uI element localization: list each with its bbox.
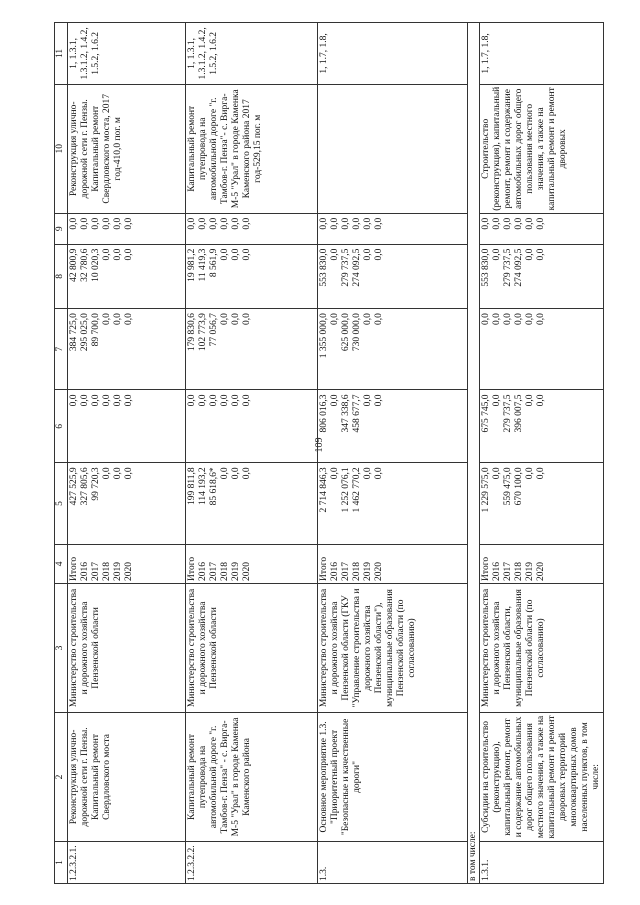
- table-body: [68, 23, 604, 884]
- year-list-value: 2019: [525, 561, 535, 581]
- local-funding-value: 274 092,5: [514, 248, 524, 287]
- local-funding-value: 0,0: [113, 248, 123, 261]
- row-executor: Министерство строительства и дорожного хозяйства Пензенской области (ГКУ "Управление строительства и дорожного хозяйства Пензенской области"), муниципальные образования Пензенской области (по согласованию): [318, 583, 468, 712]
- local-funding-value: 274 092,5: [352, 248, 362, 287]
- header-cell: 11: [55, 23, 68, 85]
- regional-funding-value: 0,0: [220, 313, 230, 325]
- regional-funding-value: 179 830,6: [187, 313, 197, 352]
- year-list-value: 2017: [341, 561, 351, 581]
- year-list-value: Итого: [69, 556, 79, 581]
- year-list-value: 2020: [536, 561, 546, 581]
- total-funding-value: 0,0: [492, 467, 502, 480]
- total-funding-value: 0,0: [220, 467, 230, 480]
- local-funding-value: 553 830,0: [481, 248, 491, 287]
- local-funding-value: 0,0: [525, 248, 535, 261]
- regional-funding-value: 0,0: [481, 313, 491, 325]
- federal-funding: [480, 390, 604, 463]
- total-funding-value: 99 720,3: [91, 467, 101, 501]
- other-funding-value: 0,0: [341, 217, 351, 230]
- other-funding-value: 0,0: [492, 217, 502, 230]
- header-cell: 1: [55, 841, 68, 883]
- row-executor: Министерство строительства и дорожного хозяйства Пензенской области: [186, 583, 318, 712]
- total-funding-value: 1 252 076,1: [341, 467, 351, 513]
- row-name: Капитальный ремонт путепровода на автомобильной дороге "г. Тамбов-г. Пенза" - с. Вирга-М-5 "Урал" в городе Каменка Каменского района: [186, 712, 318, 841]
- other-funding-value: 0,0: [198, 217, 208, 230]
- regional-funding-value: 0,0: [374, 313, 384, 325]
- year-list-value: 2017: [503, 561, 513, 581]
- local-funding-value: 0,0: [363, 248, 373, 261]
- total-funding-value: 0,0: [374, 467, 384, 480]
- federal-funding-value: 0,0: [220, 394, 230, 407]
- other-funding: [68, 213, 186, 244]
- local-funding-value: 0,0: [220, 248, 230, 261]
- table-row: [480, 23, 604, 884]
- regional-funding-value: 384 725,0: [69, 313, 79, 352]
- row-executor: Министерство строительства и дорожного хозяйства Пензенской области: [68, 583, 186, 712]
- federal-funding-value: 0,0: [80, 394, 90, 407]
- year-list-value: 2020: [242, 561, 252, 581]
- total-funding-value: 0,0: [102, 467, 112, 480]
- local-funding-value: 32 780,6: [80, 248, 90, 282]
- header-cell: 4: [55, 544, 68, 583]
- local-funding-value: 8 561,9: [209, 248, 219, 278]
- federal-funding-value: 0,0: [124, 394, 134, 407]
- total-funding-value: 0,0: [124, 467, 134, 480]
- federal-funding-value: 0,0: [492, 394, 502, 407]
- local-funding-value: 42 800,9: [69, 248, 79, 282]
- regional-funding-value: 0,0: [503, 313, 513, 325]
- regional-funding: [68, 309, 186, 390]
- regional-funding-value: 0,0: [113, 313, 123, 325]
- total-funding-value: 427 525,9: [69, 467, 79, 506]
- local-funding-value: 0,0: [536, 248, 546, 261]
- year-list-value: 2016: [80, 561, 90, 581]
- local-funding-value: 553 830,0: [319, 248, 329, 287]
- other-funding-value: 0,0: [536, 217, 546, 230]
- other-funding-value: 0,0: [113, 217, 123, 230]
- regional-funding-value: 0,0: [363, 313, 373, 325]
- total-funding-value: 0,0: [536, 467, 546, 480]
- regional-funding-value: 0,0: [124, 313, 134, 325]
- year-list: [186, 544, 318, 583]
- regional-funding-value: 625 000,0: [341, 313, 351, 352]
- federal-funding: [186, 390, 318, 463]
- year-list-value: 2016: [492, 561, 502, 581]
- row-name: Основное мероприятие 1.3. "Приоритетный проект "Безопасные и качественные дороги": [318, 712, 468, 841]
- total-funding-value: 0,0: [330, 467, 340, 480]
- local-funding-value: 0,0: [242, 248, 252, 261]
- row-result: Строительство (реконструкция), капитальный ремонт, ремонт и содержание автомобильных дорог общего пользования местного значения, а также на капитальный ремонт и ремонт дворовых: [480, 84, 604, 213]
- total-funding-value: 0,0: [363, 467, 373, 480]
- total-funding-value: 559 475,0: [503, 467, 513, 506]
- other-funding-value: 0,0: [209, 217, 219, 230]
- other-funding-value: 0,0: [124, 217, 134, 230]
- regional-funding: [480, 309, 604, 390]
- total-funding-value: 0,0: [242, 467, 252, 480]
- other-funding-value: 0,0: [231, 217, 241, 230]
- total-funding: [318, 463, 468, 544]
- federal-funding-value: 279 737,5: [503, 394, 513, 433]
- table-row: [68, 23, 186, 884]
- local-funding: [318, 244, 468, 309]
- year-list: [480, 544, 604, 583]
- regional-funding-value: 730 000,0: [352, 313, 362, 352]
- other-funding-value: 0,0: [330, 217, 340, 230]
- table-row: [318, 23, 468, 884]
- row-indicators: 1, 1.3.1, 1.3.1.2, 1.4.2, 1.5.2, 1.6.2: [186, 23, 318, 85]
- total-funding-value: 0,0: [231, 467, 241, 480]
- federal-funding-value: 458 677,7: [352, 394, 362, 433]
- regional-funding: [318, 309, 468, 390]
- federal-funding-value: 0,0: [113, 394, 123, 407]
- regional-funding-value: 0,0: [330, 313, 340, 325]
- federal-funding-value: 396 007,5: [514, 394, 524, 433]
- year-list-value: 2019: [363, 561, 373, 581]
- federal-funding-value: 0,0: [102, 394, 112, 407]
- row-executor: Министерство строительства и дорожного хозяйства Пензенской области, муниципальные образования Пензенской области (по согласованию): [480, 583, 604, 712]
- total-funding: [186, 463, 318, 544]
- total-funding: [68, 463, 186, 544]
- year-list-value: Итого: [187, 556, 197, 581]
- other-funding-value: 0,0: [187, 217, 197, 230]
- federal-funding-value: 0,0: [363, 394, 373, 407]
- year-list-value: 2019: [231, 561, 241, 581]
- year-list: [318, 544, 468, 583]
- local-funding-value: 11 419,3: [198, 248, 208, 282]
- row-name: Субсидии на строительство (реконструкцию), капитальный ремонт, ремонт и содержание автомобильных дорог общего пользования местного значения, а также на капитальный ремонт и ремонт дворовых территорий многоквартирных домов населенных пунктов, в том числе:: [480, 712, 604, 841]
- other-funding-value: 0,0: [503, 217, 513, 230]
- federal-funding-value: 0,0: [330, 394, 340, 407]
- header-cell: 9: [55, 213, 68, 244]
- federal-funding-value: 0,0: [242, 394, 252, 407]
- year-list-value: 2018: [514, 561, 524, 581]
- total-funding-value: 114 193,2: [198, 467, 208, 506]
- program-table: [54, 22, 604, 884]
- row-result: [318, 84, 468, 213]
- local-funding-value: 279 737,5: [341, 248, 351, 287]
- other-funding-value: 0,0: [102, 217, 112, 230]
- total-funding: [480, 463, 604, 544]
- regional-funding-value: 0,0: [242, 313, 252, 325]
- header-cell: 8: [55, 244, 68, 309]
- local-funding-value: 0,0: [102, 248, 112, 261]
- row-name: Реконструкция улично-дорожной сети г. Пензы. Капитальный ремонт Свердловского моста: [68, 712, 186, 841]
- header-cell: 6: [55, 390, 68, 463]
- total-funding-value: 0,0: [525, 467, 535, 480]
- local-funding: [186, 244, 318, 309]
- other-funding-value: 0,0: [319, 217, 329, 230]
- federal-funding-value: 0,0: [536, 394, 546, 407]
- total-funding-value: 670 100,0: [514, 467, 524, 506]
- separator-row: [468, 23, 480, 884]
- federal-funding-value: 0,0: [69, 394, 79, 407]
- regional-funding-value: 1 355 000,0: [319, 313, 329, 359]
- regional-funding-value: 0,0: [514, 313, 524, 325]
- other-funding-value: 0,0: [242, 217, 252, 230]
- header-cell: 3: [55, 583, 68, 712]
- local-funding-value: 279 737,5: [503, 248, 513, 287]
- row-code: 1.3.: [318, 841, 468, 883]
- other-funding-value: 0,0: [374, 217, 384, 230]
- federal-funding-value: 347 338,6: [341, 394, 351, 433]
- federal-funding-value: 0,0: [209, 394, 219, 407]
- federal-funding-value: 675 745,0: [481, 394, 491, 433]
- year-list-value: 2020: [124, 561, 134, 581]
- other-funding-value: 0,0: [481, 217, 491, 230]
- federal-funding-value: 0,0: [187, 394, 197, 407]
- year-list-value: Итого: [481, 556, 491, 581]
- row-code: 1.3.1.: [480, 841, 604, 883]
- header-row: [55, 23, 68, 884]
- federal-funding: [68, 390, 186, 463]
- local-funding: [68, 244, 186, 309]
- year-list-value: 2016: [330, 561, 340, 581]
- federal-funding-value: 0,0: [525, 394, 535, 407]
- federal-funding-value: 0,0: [231, 394, 241, 407]
- header-cell: 2: [55, 712, 68, 841]
- regional-funding-value: 295 025,0: [80, 313, 90, 352]
- regional-funding-value: 0,0: [525, 313, 535, 325]
- total-funding-value: 0,0: [113, 467, 123, 480]
- federal-funding-value: 0,0: [91, 394, 101, 407]
- local-funding-value: 0,0: [330, 248, 340, 261]
- other-funding-value: 0,0: [220, 217, 230, 230]
- federal-funding-value: 0,0: [374, 394, 384, 407]
- local-funding-value: 0,0: [231, 248, 241, 261]
- header-cell: 7: [55, 309, 68, 390]
- year-list-value: 2020: [374, 561, 384, 581]
- row-code: 1.2.3.2.2.: [186, 841, 318, 883]
- year-list-value: 2019: [113, 561, 123, 581]
- table-row: [186, 23, 318, 884]
- row-result: Капитальный ремонт путепровода на автомобильной дороге "г. Тамбов-г. Пенза"- с. Вирга-М-5 "Урал" в городе Каменка Каменского района 2017 год-529,15 пог. м: [186, 84, 318, 213]
- regional-funding-value: 0,0: [492, 313, 502, 325]
- row-result: Реконструкция улично-дорожной сети г. Пензы. Капитальный ремонт Свердловского моста, 2017 год-410,0 пог. м: [68, 84, 186, 213]
- other-funding-value: 0,0: [514, 217, 524, 230]
- year-list-value: 2017: [91, 561, 101, 581]
- rotated-table-container: [54, 22, 614, 884]
- total-funding-value: 2 714 846,3: [319, 467, 329, 513]
- local-funding-value: 19 981,2: [187, 248, 197, 282]
- regional-funding-value: 0,0: [102, 313, 112, 325]
- other-funding: [186, 213, 318, 244]
- other-funding-value: 0,0: [69, 217, 79, 230]
- total-funding-value: 199 811,8: [187, 467, 197, 506]
- year-list-value: 2018: [102, 561, 112, 581]
- row-code: 1.2.3.2.1.: [68, 841, 186, 883]
- other-funding-value: 0,0: [525, 217, 535, 230]
- row-indicators: 1, 1.3.1, 1.3.1.2, 1.4.2, 1.5.2, 1.6.2: [68, 23, 186, 85]
- local-funding: [480, 244, 604, 309]
- year-list-value: 2018: [352, 561, 362, 581]
- regional-funding-value: 77 056,7: [209, 313, 219, 347]
- local-funding-value: 10 020,3: [91, 248, 101, 282]
- total-funding-value: 1 229 575,0: [481, 467, 491, 513]
- year-list-value: 2016: [198, 561, 208, 581]
- federal-funding-value: 806 016,3: [319, 394, 329, 433]
- regional-funding-value: 102 773,9: [198, 313, 208, 352]
- federal-funding: [318, 390, 468, 463]
- year-list-value: 2018: [220, 561, 230, 581]
- total-funding-value: 85 618,6*: [209, 467, 219, 506]
- regional-funding: [186, 309, 318, 390]
- header-cell: 10: [55, 84, 68, 213]
- other-funding: [318, 213, 468, 244]
- local-funding-value: 0,0: [492, 248, 502, 261]
- other-funding: [480, 213, 604, 244]
- total-funding-value: 1 462 770,2: [352, 467, 362, 513]
- regional-funding-value: 0,0: [536, 313, 546, 325]
- regional-funding-value: 0,0: [231, 313, 241, 325]
- other-funding-value: 0,0: [91, 217, 101, 230]
- total-funding-value: 327 805,6: [80, 467, 90, 506]
- other-funding-value: 0,0: [363, 217, 373, 230]
- year-list-value: Итого: [319, 556, 329, 581]
- other-funding-value: 0,0: [80, 217, 90, 230]
- separator-label: в том числе:: [468, 23, 480, 884]
- row-indicators: 1, 1.7, 1.8,: [480, 23, 604, 85]
- local-funding-value: 0,0: [124, 248, 134, 261]
- year-list: [68, 544, 186, 583]
- other-funding-value: 0,0: [352, 217, 362, 230]
- header-cell: 5: [55, 463, 68, 544]
- year-list-value: 2017: [209, 561, 219, 581]
- federal-funding-value: 0,0: [198, 394, 208, 407]
- page-number: 109: [314, 437, 325, 453]
- row-indicators: 1, 1.7, 1.8,: [318, 23, 468, 85]
- local-funding-value: 0,0: [374, 248, 384, 261]
- regional-funding-value: 89 700,0: [91, 313, 101, 347]
